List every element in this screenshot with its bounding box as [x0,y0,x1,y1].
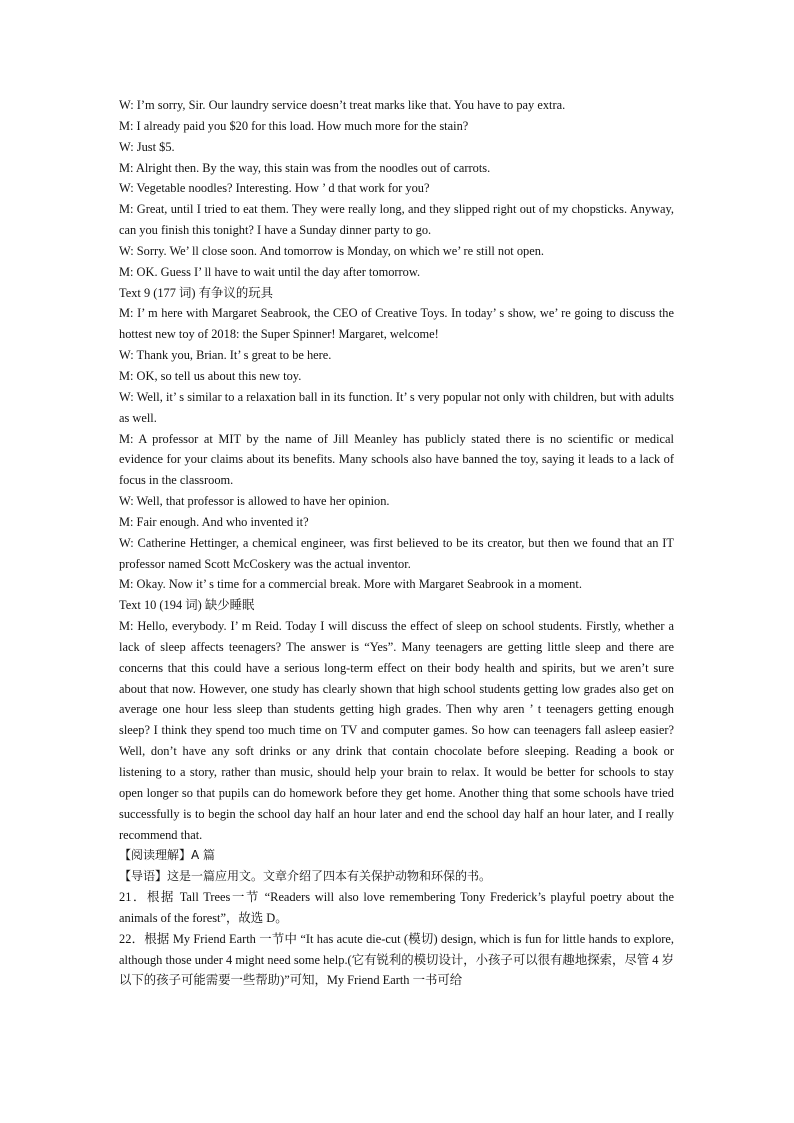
answer-22: 22．根据 My Friend Earth 一节中 “It has acute die-cut (模切) design, which is fun for little hands to explore, although those under 4 might need some help.(它有锐利的模切设计，小孩子可以很有趣地探索，尽管 4 岁以下的孩子可能需要一些帮助)”可知，My Friend Earth 一书可给 [119,931,674,988]
dialogue-line: W: Thank you, Brian. It’ s great to be here. [119,348,332,363]
dialogue-line: M: Fair enough. And who invented it? [119,514,309,529]
reading-guide: 【导语】这是一篇应用文。文章介绍了四本有关保护动物和环保的书。 [119,869,492,884]
dialogue-line: M: I already paid you $20 for this load. How much more for the stain? [119,118,469,133]
dialogue-line: W: Vegetable noodles? Interesting. How ’ d that work for you? [119,181,430,196]
dialogue-line: M: I’ m here with Margaret Seabrook, the CEO of Creative Toys. In today’ s show, we’ re going to discuss the hottest new toy of 2018: the Super Spinner! Margaret, welcome! [119,306,674,342]
text10-heading: Text 10 (194 词) 缺少睡眠 [119,598,255,613]
dialogue-line: M: A professor at MIT by the name of Jill Meanley has publicly stated there is no scientific or medical evidence for your claims about its benefits. Many schools also have banned the toy, saying it leads to a lack of focus in the classroom. [119,431,674,488]
document-page [119,95,674,991]
dialogue-line: M: Alright then. By the way, this stain was from the noodles out of carrots. [119,160,491,175]
dialogue-line: W: Catherine Hettinger, a chemical engineer, was first believed to be its creator, but then we found that an IT professor named Scott McCoskery was the actual inventor. [119,535,674,571]
dialogue-line: M: Great, until I tried to eat them. They were really long, and they slipped right out of my chopsticks. Anyway, can you finish this tonight? I have a Sunday dinner party to go. [119,202,674,238]
dialogue-line: W: Just $5. [119,139,175,154]
reading-heading: 【阅读理解】A 篇 [119,848,216,863]
text9-heading: Text 9 (177 词) 有争议的玩具 [119,285,273,300]
dialogue-line: M: Okay. Now it’ s time for a commercial break. More with Margaret Seabrook in a moment. [119,577,582,592]
dialogue-line: W: I’m sorry, Sir. Our laundry service doesn’t treat marks like that. You have to pay extra. [119,98,566,112]
dialogue-line: M: OK, so tell us about this new toy. [119,368,302,383]
dialogue-line: M: OK. Guess I’ ll have to wait until the day after tomorrow. [119,264,421,279]
dialogue-line: W: Well, that professor is allowed to have her opinion. [119,494,390,509]
dialogue-line: W: Well, it’ s similar to a relaxation ball in its function. It’ s very popular not only with children, but with adults as well. [119,389,674,425]
dialogue-line: W: Sorry. We’ ll close soon. And tomorrow is Monday, on which we’ re still not open. [119,243,545,258]
answer-21: 21．根据 Tall Trees一节 “Readers will also love remembering Tony Frederick’s playful poetry about the animals of the forest”，故选 D。 [119,890,674,925]
text10-body: M: Hello, everybody. I’ m Reid. Today I will discuss the effect of sleep on school students. Firstly, whether a lack of sleep affects teenagers? The answer is “Yes”. Many teenagers are getting little sleep and there are concerns that this could have a serious long-term effect on their body health and spirits, but we aren’t sure about that now. However, one study has clearly shown that high school students getting low grades also get on average one hour less sleep than students getting high grades. Then why aren ’ t teenagers getting enough sleep? I think they spend too much time on TV and computer games. So how can teenagers fall asleep easier? Well, don’t have any soft drinks or any drink that contain chocolate before sleeping. Reading a book or listening to a story, rather than music, should help your brain to relax. It would be better for schools to stay open longer so that pupils can do homework before they get home. Another thing that some schools have tried successfully is to begin the school day half an hour later and end the school day half an hour later, and I really recommend that. [119,619,674,842]
